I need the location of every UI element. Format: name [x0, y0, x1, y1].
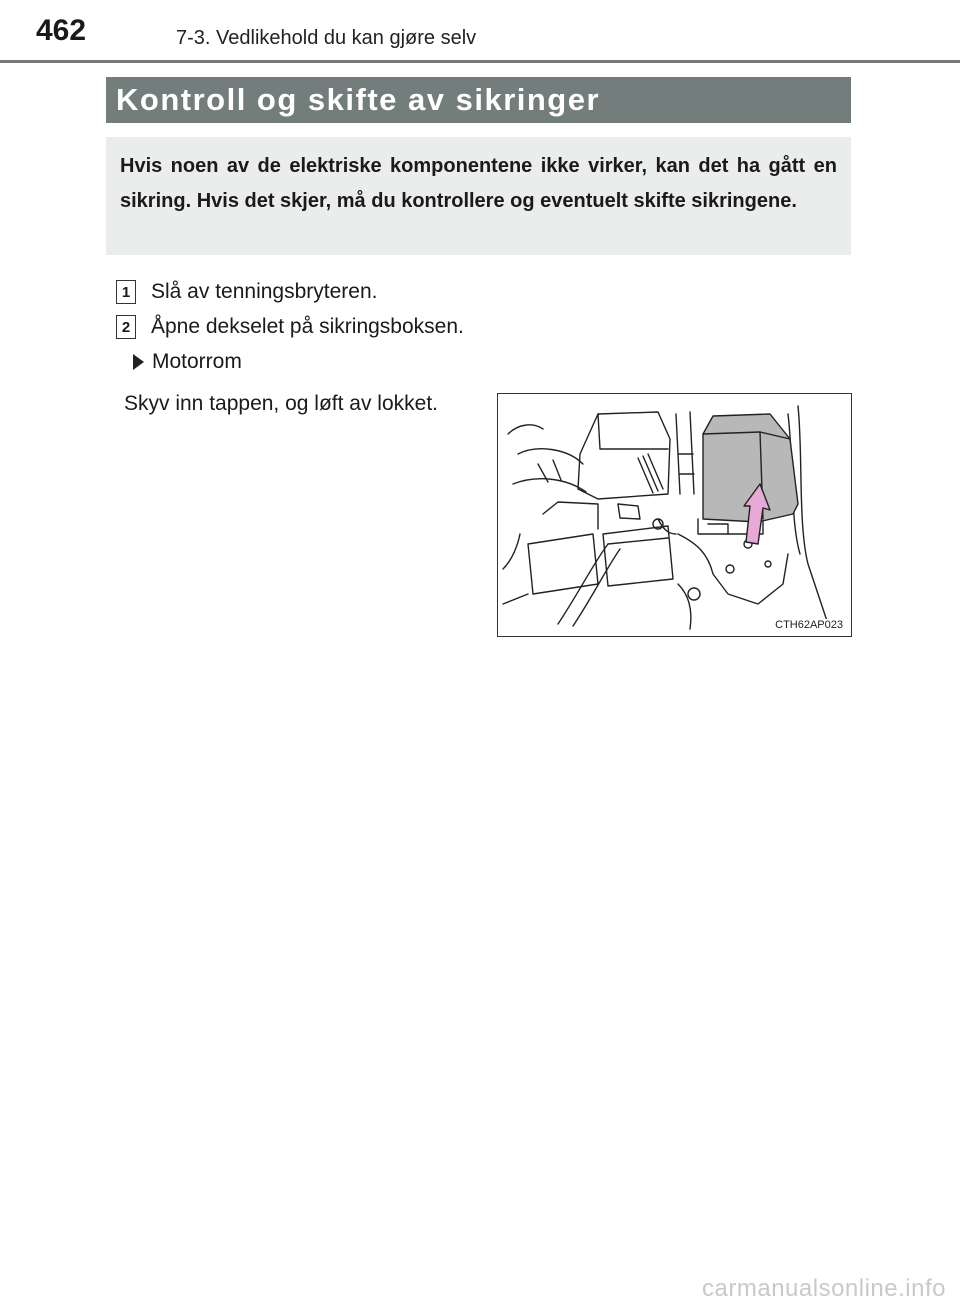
instruction-text: Skyv inn tappen, og løft av lokket.	[124, 392, 438, 415]
figure-code: CTH62AP023	[775, 619, 843, 631]
subheading-motorrom	[133, 349, 242, 375]
subheading-label: Motorrom	[152, 350, 242, 373]
step-text: Åpne dekselet på sikringsboksen.	[151, 315, 464, 338]
step-2	[116, 314, 464, 340]
page-number: 462	[36, 14, 87, 47]
step-number: 1	[116, 280, 136, 304]
step-text: Slå av tenningsbryteren.	[151, 280, 378, 303]
step-number: 2	[116, 315, 136, 339]
section-title: Kontroll og skifte av sikringer	[106, 77, 851, 123]
triangle-right-icon	[133, 354, 144, 370]
header-divider	[0, 60, 960, 63]
step-1	[116, 279, 377, 305]
chapter-title: 7-3. Vedlikehold du kan gjøre selv	[176, 27, 477, 49]
watermark: carmanualsonline.info	[702, 1275, 946, 1302]
engine-bay-illustration	[497, 393, 852, 637]
intro-text: Hvis noen av de elektriske komponentene ikke virker, kan det ha gått en sikring. Hvis det skjer, må du kontrollere og eventuelt skifte sikringene.	[120, 155, 837, 212]
engine-bay-drawing	[498, 394, 852, 637]
intro-box	[106, 137, 851, 255]
